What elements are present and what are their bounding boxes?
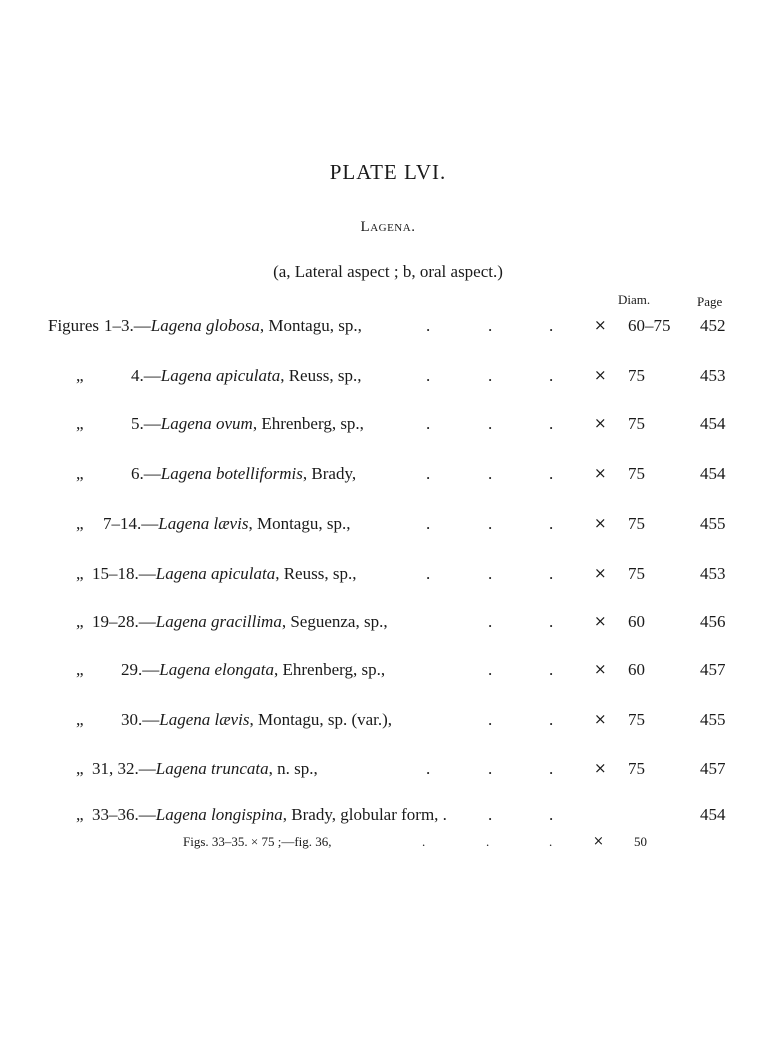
figure-number: 6.— — [131, 464, 161, 483]
note-dot: . — [549, 834, 553, 849]
page-number: 456 — [700, 612, 726, 631]
leader-dot: . — [426, 759, 431, 778]
species-name: globosa — [206, 316, 260, 335]
figure-number: 7–14.— — [103, 514, 159, 533]
species-name: elongata — [214, 660, 274, 679]
figure-number: 29.— — [121, 660, 160, 679]
genus-name: Lagena — [160, 414, 212, 433]
figure-row — [0, 805, 776, 829]
row-prefix: „ — [76, 414, 84, 433]
page-column-header: Page — [697, 294, 723, 309]
figure-number: 30.— — [121, 710, 160, 729]
diameter-value: 75 — [628, 710, 645, 729]
leader-dot: . — [426, 464, 431, 483]
leader-dot: . — [426, 316, 431, 335]
page-number: 453 — [700, 366, 726, 385]
author-citation: , Brady, globular form, . — [282, 805, 447, 824]
diameter-value: 75 — [628, 564, 645, 583]
row-prefix: „ — [76, 805, 84, 824]
species-name: longispina — [211, 805, 283, 824]
diameter-value: 75 — [628, 514, 645, 533]
author-citation: , Ehrenberg, sp., — [274, 660, 386, 679]
aspect-subtitle: (a, Lateral aspect ; b, oral aspect.) — [273, 262, 503, 281]
species-name: gracillima — [211, 612, 282, 631]
diam-column-header: Diam. — [618, 292, 651, 307]
leader-dot: . — [549, 660, 554, 679]
times-sign: × — [594, 759, 607, 777]
row-description — [92, 612, 388, 632]
species-name: truncata — [211, 759, 269, 778]
times-sign: × — [594, 564, 607, 582]
note-text: Figs. 33–35. × 75 ;—fig. 36, — [183, 834, 332, 849]
leader-dot: . — [488, 316, 493, 335]
times-sign: × — [594, 710, 607, 728]
author-citation: , Montagu, sp., — [248, 514, 351, 533]
row-prefix: „ — [76, 612, 84, 631]
diameter-value: 60 — [628, 612, 645, 631]
figure-number: 5.— — [131, 414, 161, 433]
author-citation: , Reuss, sp., — [280, 366, 362, 385]
genus-name: Lagena — [155, 612, 207, 631]
row-description — [121, 660, 385, 680]
page-number: 454 — [700, 805, 726, 824]
leader-dot: . — [549, 805, 554, 824]
leader-dot: . — [488, 366, 493, 385]
leader-dot: . — [549, 759, 554, 778]
author-citation: , Seguenza, sp., — [281, 612, 388, 631]
species-name: botelliformis — [216, 464, 303, 483]
leader-dot: . — [488, 612, 493, 631]
row-description — [131, 366, 361, 386]
figure-number: 15–18.— — [92, 564, 156, 583]
author-citation: , n. sp., — [268, 759, 318, 778]
row-description — [92, 564, 356, 584]
figure-row — [0, 414, 776, 438]
row-prefix: Figures — [48, 316, 99, 335]
row-prefix: „ — [76, 710, 84, 729]
row-description — [104, 316, 362, 336]
row-description — [92, 759, 318, 779]
species-name: ovum — [216, 414, 253, 433]
page-number: 453 — [700, 564, 726, 583]
diameter-value: 75 — [628, 414, 645, 433]
leader-dot: . — [549, 612, 554, 631]
leader-dot: . — [488, 514, 493, 533]
species-name: lævis — [213, 514, 249, 533]
figure-note — [0, 834, 776, 854]
genus-name: Lagena — [159, 660, 211, 679]
leader-dot: . — [488, 564, 493, 583]
leader-dot: . — [488, 414, 493, 433]
figure-row — [0, 612, 776, 636]
author-citation: , Montagu, sp. (var.), — [249, 710, 393, 729]
times-sign: × — [594, 414, 607, 432]
genus-name: Lagena — [160, 464, 212, 483]
figure-row — [0, 759, 776, 783]
leader-dot: . — [488, 710, 493, 729]
row-description — [131, 414, 364, 434]
row-description — [121, 710, 392, 730]
row-prefix: „ — [76, 564, 84, 583]
row-description — [131, 464, 356, 484]
times-sign: × — [594, 316, 607, 334]
figure-row — [0, 660, 776, 684]
genus-name: Lagena — [155, 805, 207, 824]
figure-number: 1–3.— — [104, 316, 151, 335]
leader-dot: . — [549, 366, 554, 385]
note-diam: 50 — [634, 834, 647, 849]
page-number: 457 — [700, 660, 726, 679]
author-citation: , Ehrenberg, sp., — [252, 414, 364, 433]
page-number: 452 — [700, 316, 726, 335]
times-sign: × — [594, 612, 607, 630]
figure-row — [0, 366, 776, 390]
author-citation: , Reuss, sp., — [275, 564, 357, 583]
genus-name: Lagena — [158, 514, 210, 533]
note-dot: . — [486, 834, 490, 849]
figure-row — [0, 464, 776, 488]
leader-dot: . — [549, 514, 554, 533]
species-name: apiculata — [211, 564, 276, 583]
author-citation: , Brady, — [302, 464, 357, 483]
genus-name: Lagena — [150, 316, 202, 335]
row-prefix: „ — [76, 366, 84, 385]
species-name: lævis — [214, 710, 250, 729]
figure-number: 31, 32.— — [92, 759, 156, 778]
leader-dot: . — [488, 805, 493, 824]
leader-dot: . — [426, 564, 431, 583]
times-sign: × — [594, 660, 607, 678]
leader-dot: . — [549, 710, 554, 729]
leader-dot: . — [488, 660, 493, 679]
leader-dot: . — [426, 366, 431, 385]
genus-heading: Lagena. — [360, 219, 416, 235]
diameter-value: 60–75 — [628, 316, 671, 335]
genus-name: Lagena — [155, 759, 207, 778]
figure-number: 19–28.— — [92, 612, 156, 631]
diameter-value: 75 — [628, 464, 645, 483]
leader-dot: . — [549, 414, 554, 433]
row-prefix: „ — [76, 464, 84, 483]
figure-row — [0, 316, 776, 340]
genus-name: Lagena — [159, 710, 211, 729]
leader-dot: . — [549, 564, 554, 583]
species-name: apiculata — [216, 366, 281, 385]
row-prefix: „ — [76, 514, 84, 533]
leader-dot: . — [426, 414, 431, 433]
leader-dot: . — [488, 464, 493, 483]
row-description — [92, 805, 447, 825]
times-sign: × — [594, 366, 607, 384]
page-number: 455 — [700, 514, 726, 533]
page-number: 454 — [700, 464, 726, 483]
row-description — [103, 514, 350, 534]
note-dot: . — [422, 834, 426, 849]
figure-row — [0, 564, 776, 588]
row-prefix: „ — [76, 660, 84, 679]
note-times: × — [593, 834, 604, 849]
figure-number: 4.— — [131, 366, 161, 385]
plate-title: PLATE LVI. — [329, 160, 447, 184]
leader-dot: . — [549, 464, 554, 483]
diameter-value: 75 — [628, 759, 645, 778]
figure-row — [0, 710, 776, 734]
diameter-value: 60 — [628, 660, 645, 679]
leader-dot: . — [488, 759, 493, 778]
page-number: 455 — [700, 710, 726, 729]
page-number: 454 — [700, 414, 726, 433]
row-prefix: „ — [76, 759, 84, 778]
page-number: 457 — [700, 759, 726, 778]
leader-dot: . — [426, 514, 431, 533]
genus-name: Lagena — [155, 564, 207, 583]
genus-name: Lagena — [160, 366, 212, 385]
author-citation: , Montagu, sp., — [259, 316, 362, 335]
figure-number: 33–36.— — [92, 805, 156, 824]
figure-row — [0, 514, 776, 538]
times-sign: × — [594, 514, 607, 532]
times-sign: × — [594, 464, 607, 482]
leader-dot: . — [549, 316, 554, 335]
diameter-value: 75 — [628, 366, 645, 385]
